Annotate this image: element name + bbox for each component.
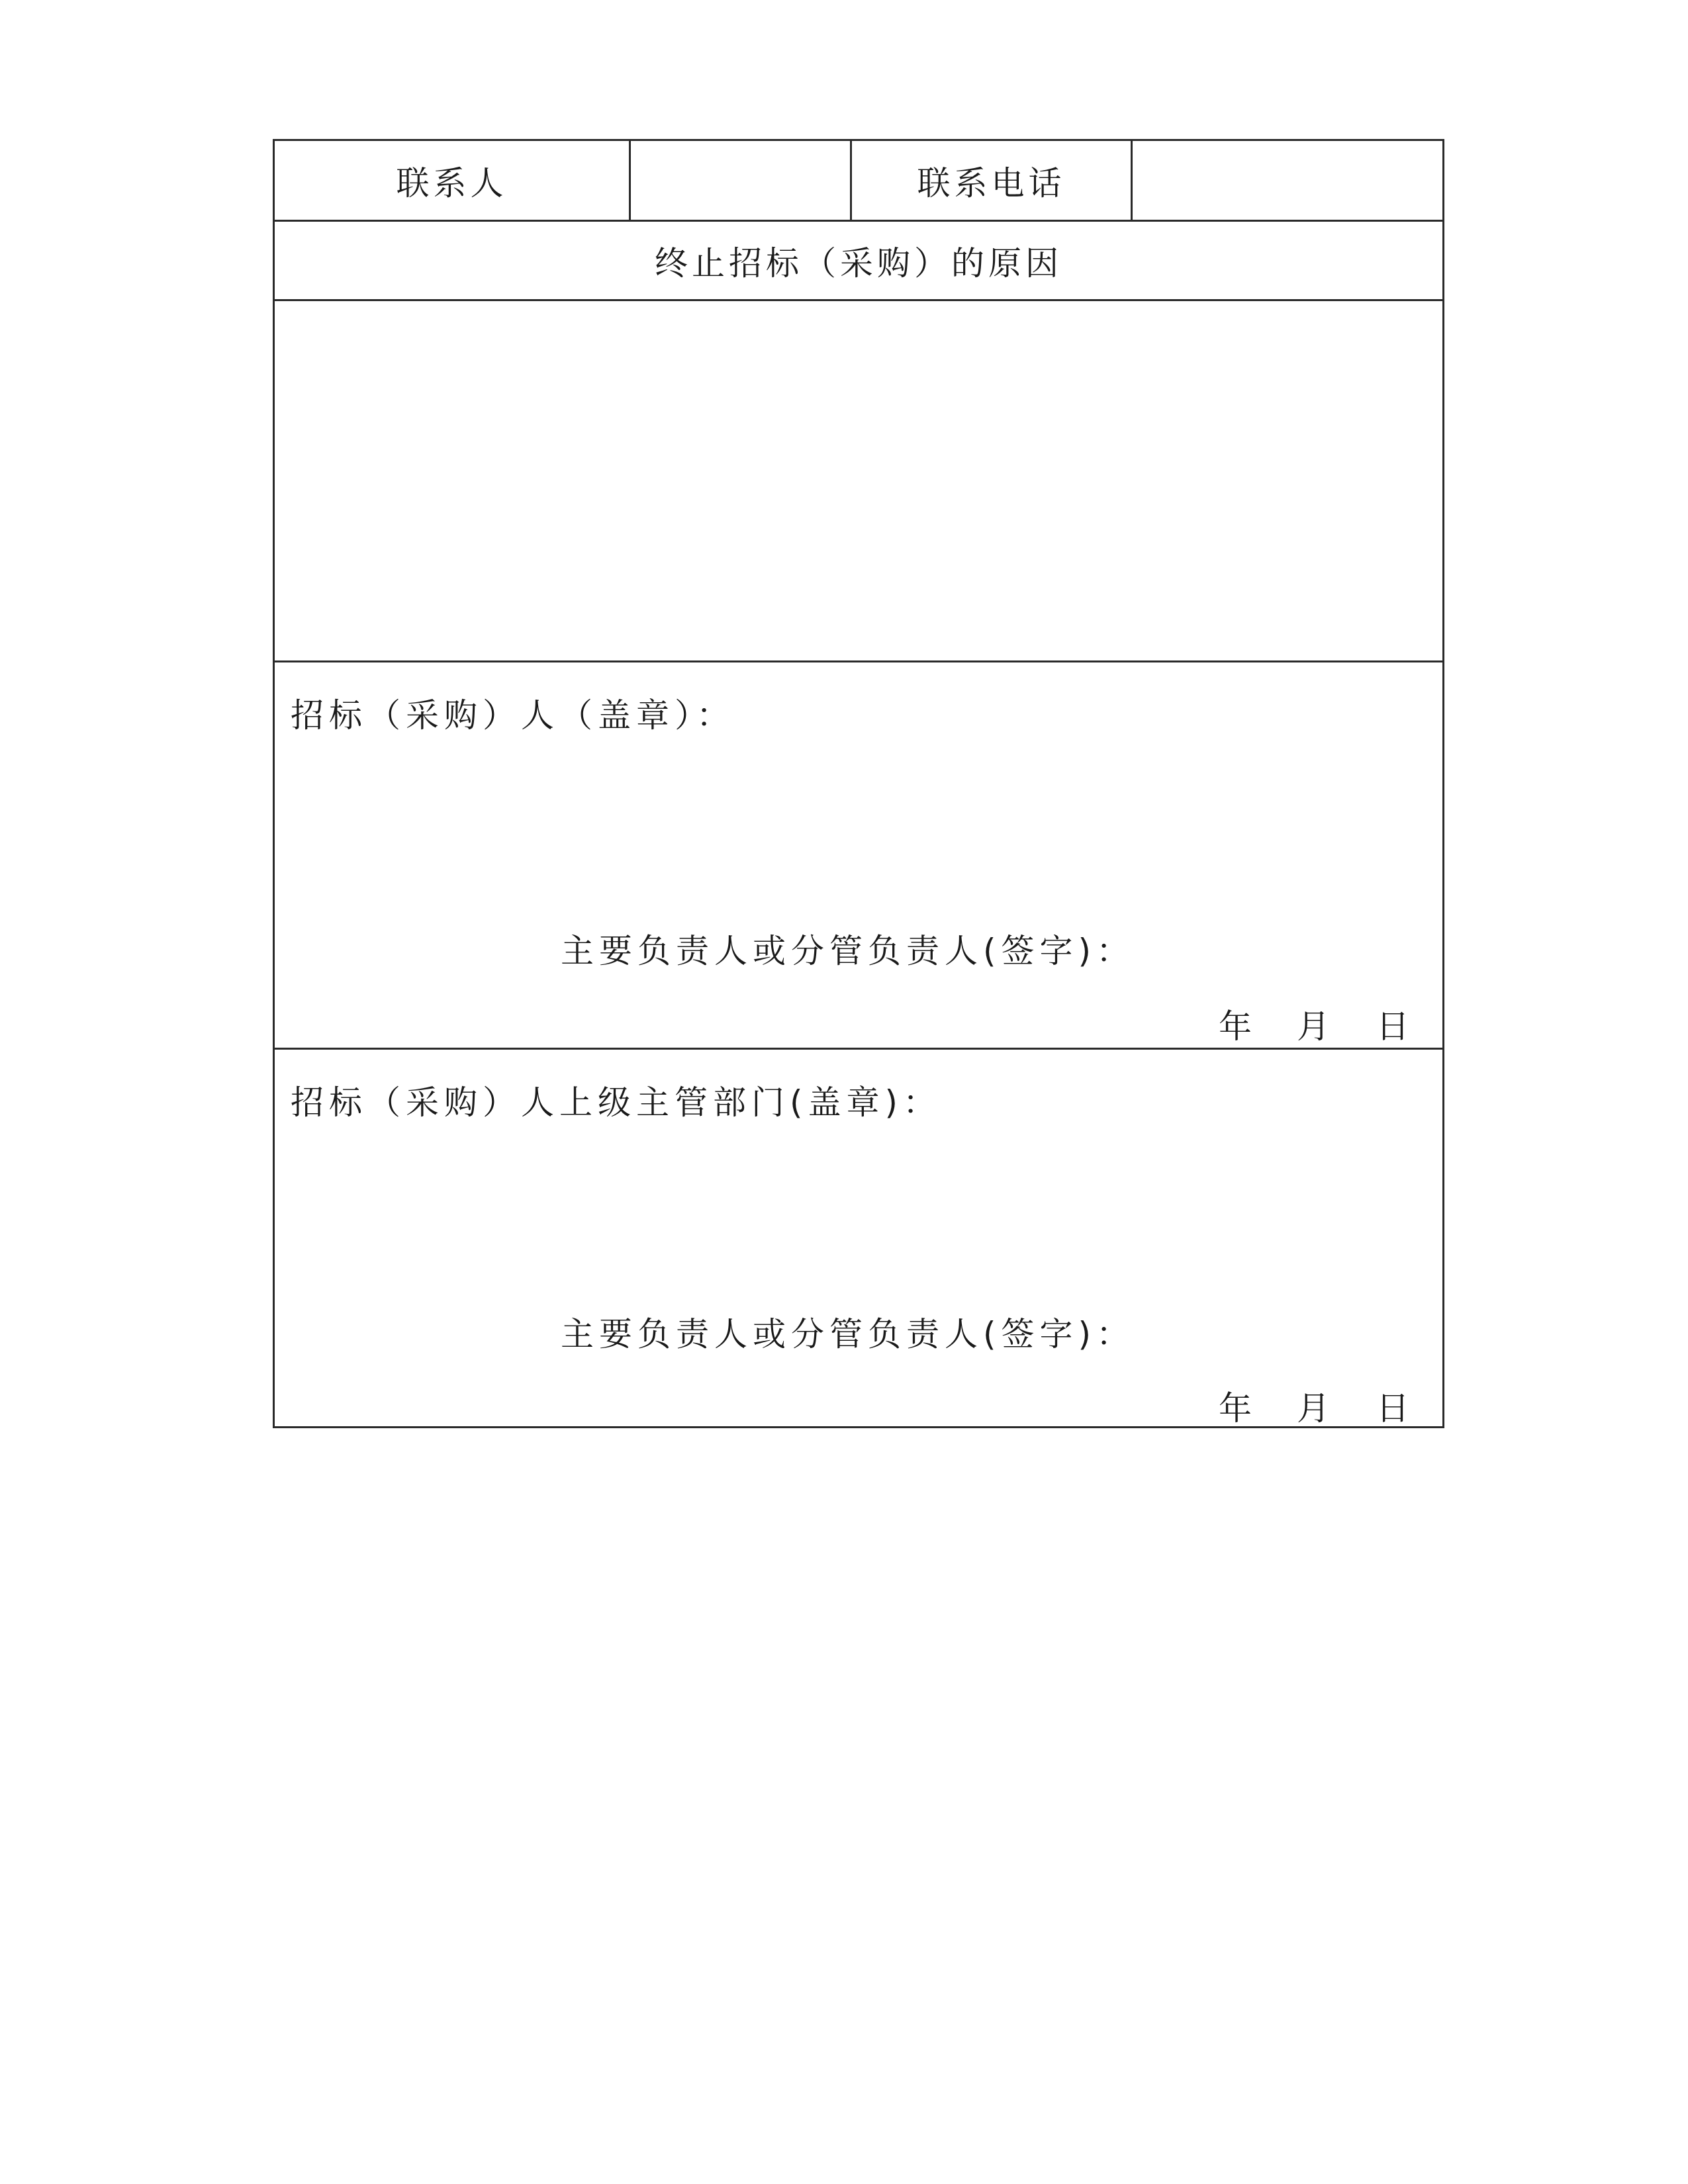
contact-label-cell <box>275 141 631 220</box>
supervisor-section <box>275 1050 1442 1426</box>
purchaser-date-month: 月 <box>1297 1007 1330 1046</box>
purchaser-date-day: 日 <box>1376 1007 1409 1046</box>
contact-label: 联系人 <box>396 163 508 203</box>
phone-label-cell <box>852 141 1133 220</box>
purchaser-stamp-label: 招标（采购）人（盖章）： <box>291 696 735 735</box>
reason-heading-row <box>275 222 1442 301</box>
purchaser-section <box>275 662 1442 1050</box>
reason-heading-cell <box>275 222 1442 299</box>
supervisor-date-day: 日 <box>1376 1389 1409 1428</box>
supervisor-date-year: 年 <box>1219 1389 1252 1428</box>
purchaser-signature-label: 主要负责人或分管负责人(签字)： <box>561 932 1135 970</box>
contact-row <box>275 141 1442 222</box>
supervisor-date-month: 月 <box>1297 1389 1330 1428</box>
supervisor-stamp-label: 招标（采购）人上级主管部门(盖章)： <box>291 1083 942 1122</box>
reason-heading: 终止招标（采购）的原因 <box>655 244 1062 283</box>
termination-form-table <box>273 139 1444 1428</box>
supervisor-signature-label: 主要负责人或分管负责人(签字)： <box>561 1315 1135 1353</box>
purchaser-date-year: 年 <box>1219 1007 1252 1046</box>
reason-content-row[interactable] <box>275 301 1442 662</box>
contact-value-field[interactable] <box>631 141 852 220</box>
phone-value-field[interactable] <box>1133 141 1442 220</box>
phone-label: 联系电话 <box>917 163 1066 203</box>
